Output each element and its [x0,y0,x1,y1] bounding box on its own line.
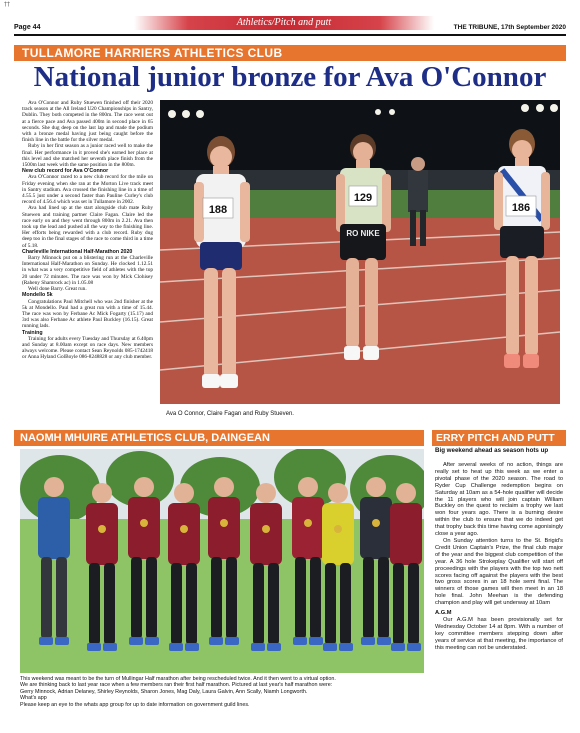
publication-date: THE TRIBUNE, 17th September 2020 [453,24,566,31]
article-paragraph: Ruby in her first season as a junior raced well to make the final. Her performance in it proved she's earned her place at this level and she matched her seventh place finish from the 1500m last week with the same position in the 800m. [22,143,153,169]
bib-number-left: 188 [208,204,228,216]
article-paragraph: Congratulations Paul Mitchell who was 2nd finisher at the 5k at Mondello. Paul had a great run with a time of 15.44. The race was won by Ferbane Ac Mick Fogarty (15.17) and 3rd was also Ferbane Ac athlete Paul Buckley (16.15). Great running lads. [22,298,153,330]
bib-number-centre: 129 [353,192,373,204]
runner-group [38,477,422,651]
track-photo-caption: Ava O Connor, Claire Fagan and Ruby Stueven. [166,411,294,417]
masthead-rule [14,34,566,36]
bib-number-right: 186 [511,202,531,214]
caption-line: We are thinking back to last year race when a few members ran their first half marathon. Pictured at last year's half marathon were: [20,682,333,689]
masthead [14,16,566,32]
article-subheading: New club record for Ava O'Connor [22,168,109,175]
article-paragraph: Training for adults every Tuesday and Thursday at 6.40pm and Sunday at 8.00am except on race days. New members always welcome. Please contact Sean Reynolds 085-1742418 or Anna Hyland GolBoyle 086-8248828 or any club member. [22,335,153,361]
group-photo-caption [20,676,424,708]
caption-line: This weekend was meant to be the turn of Mullingar Half marathon after being rescheduled twice. And it then went to a virtual option. [20,676,336,682]
section-banner: Athletics/Pitch and putt [134,16,434,30]
club-header-daingean: NAOMH MHUIRE ATHLETICS CLUB, DAINGEAN [14,430,424,446]
article-paragraph: After several weeks of no action, things are really set to heat up this week as we enter a pivotal phase of the 2020 season. The road to Ryder Cup Challenge redemption begins on Saturday at 10am as a 54-hole qualifier will decide the 11 players who will join captain William Buckley on the quest to reclaim a trophy we last won four years ago. There is a burning desire within the club to ensure that we do indeed get that trophy back this time having come agonisingly close a year ago. [435,462,563,538]
pitch-and-putt-subhead: Big weekend ahead as season hots up [435,447,549,454]
group-photo-illustration [20,449,424,673]
track-podium-photo [160,100,560,404]
half-marathon-group-photo [20,449,424,673]
article-subheading: Charleville International Half-Marathon 2020 [22,248,133,255]
caption-line: What's app [20,695,47,702]
pitch-and-putt-header: ERRY PITCH AND PUTT [432,430,566,446]
article-subheading: Training [22,329,43,336]
caption-line: Please keep an eye to the whats app group for up to date information on government guild lines. [20,701,250,708]
article-subheading: Mondello 5k [22,292,53,299]
article-subheading: A.G.M [435,610,452,617]
page-number: Page 44 [14,24,41,31]
pitch-and-putt-body [435,462,563,714]
article-paragraph: Ava O'Connor and Ruby Stuewen finished off their 2020 track season at the All Ireland U20 Championships in Santry, Dublin. They both competed in the 800m. The race went out at a fierce pace and Ava passed 400m in second place in 65 seconds. She dug deep on the last lap and made the podium with a bronze medal having just being caught before the finish line in the battle for the silver medal. [22,100,153,144]
article-paragraph: Ava O'Connor raced to a new club record for the mile on Friday evening when she ran at the Morton Live track meet in Santry stadium. Ava crossed the finishing line in a time of 4.55.5 just under a second faster than Pauline Curley's club record of 4.56.4 which was set in Tullamore in 2002. [22,174,153,206]
article-paragraph: Well done Barry. Great run. [28,286,87,293]
article-paragraph: Our A.G.M has been provisionally set for Wednesday October 14 at 8pm. With a number of key committee members stepping down after years of service at that meeting, the importance of this meeting can not be understated. [435,616,563,651]
lead-article-body [22,100,153,420]
lead-headline: National junior bronze for Ava O'Connor [33,61,547,93]
caption-line: Gerry Minnock, Adrian Delaney, Shirley Reynolds, Sharon Jones, Mag Daly, Laura Galvin, Ann Scally, Niamh Longworth. [20,688,308,695]
club-header-tullamore: TULLAMORE HARRIERS ATHLETICS CLUB [14,45,566,61]
article-paragraph: On Sunday attention turns to the St. Brigid's Credit Union Captain's Prize, the final club major of the year and the biggest club competition of the year. A 36 hole Strokeplay Qualifier will start off proceedings with the players with the top two nett scores facing off against the players with the best two gross scores in an 18 hole semi final. The winners of those games will then meet in an 18 hole final. John Meehan is the defending champion and play will get underway at 10am [435,537,563,607]
article-paragraph: Ava had lined up at the start alongside club mate Ruby Stuewen and training partner Claire Fagan. Claire led the race early on and they went through 800m in 2.21. Ava then took up the lead and pushed all the way to the finishing line. Her efforts being rewarded with a club record. Ruby dug deep too in the final stages of the race to come third in a time of 5.18. [22,205,153,249]
vest-print: RO NIKE [346,229,380,238]
article-paragraph: Barry Minnock put on a blistering run at the Charleville International Half-Marathon on Sunday. He clocked 1.12.51 in what was a very competitive field of athletes with the top 20 under 72 minutes. The race was won by Mick Clohisey (Raheny Shamrock ac) in 1.05.08 [22,255,153,286]
track-podium-illustration [160,100,560,404]
corner-mark: †† [4,1,10,8]
